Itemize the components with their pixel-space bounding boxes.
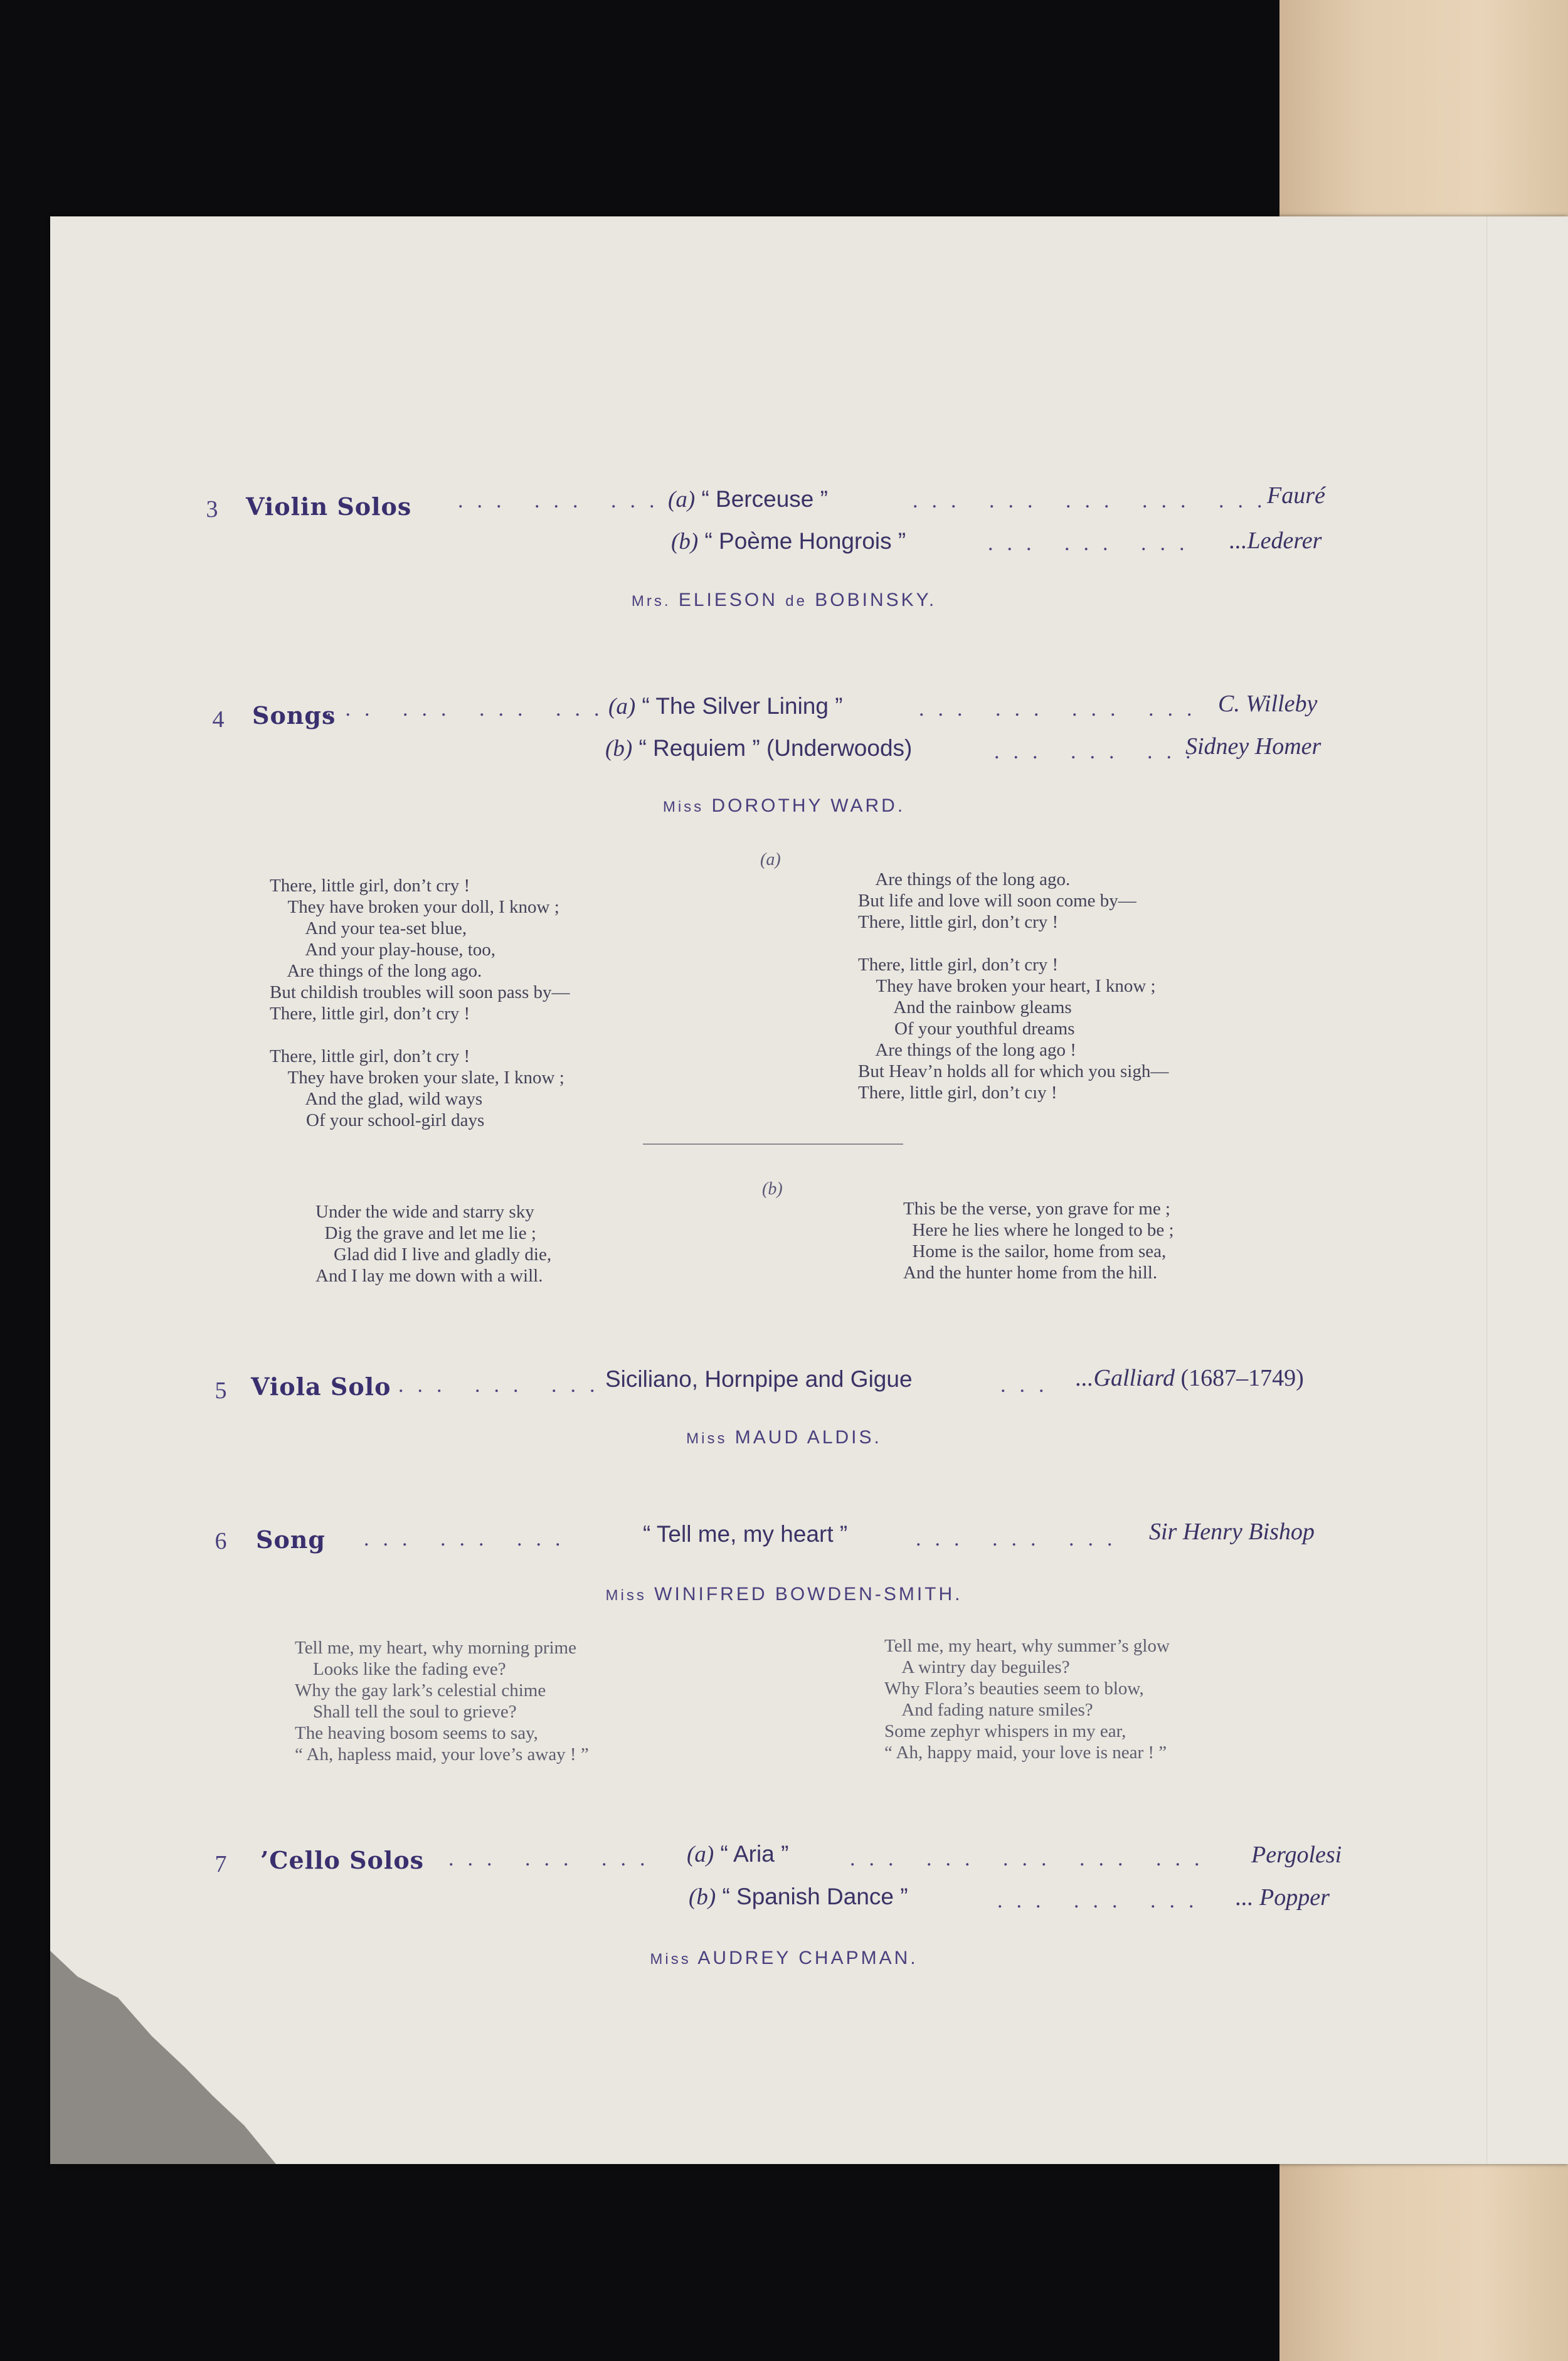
item-title: Song bbox=[256, 1525, 326, 1554]
composer: Fauré bbox=[1267, 482, 1325, 509]
composer: Sidney Homer bbox=[1185, 733, 1322, 760]
item-title: Viola Solo bbox=[251, 1372, 391, 1401]
lyrics-verse-left: Tell me, my heart, why morning prime Looks like the fading eve? Why the gay lark’s celestial chime Shall tell the soul to grieve? The heaving bosom seems to say, “ Ah, hapless maid, your love’s away ! ” bbox=[295, 1638, 589, 1764]
piece-b: (b) “ Poème Hongrois ” bbox=[671, 528, 906, 554]
lyrics-verse-right: Tell me, my heart, why summer’s glow A wintry day beguiles? Why Flora’s beauties seem to blow, And fading nature smiles? Some zephyr whispers in my ear, “ Ah, happy maid, your love is near ! ” bbox=[884, 1636, 1170, 1763]
item-number: 5 bbox=[215, 1377, 227, 1404]
performer: Mrs. ELIESON de BOBINSKY. bbox=[631, 590, 937, 610]
leader-dots: ... ... ... ... bbox=[326, 698, 613, 721]
page-fold bbox=[1486, 216, 1488, 2164]
leader-dots: ... ... ... ... bbox=[919, 698, 1206, 721]
leader-dots: ... ... ... ... ... bbox=[850, 1847, 1214, 1870]
performer: Miss AUDREY CHAPMAN. bbox=[650, 1948, 918, 1968]
piece-b: (b) “ Requiem ” (Underwoods) bbox=[605, 735, 913, 761]
leader-dots: ... ... ... bbox=[448, 1847, 659, 1870]
leader-dots: ... ... ... bbox=[994, 740, 1205, 763]
section-divider bbox=[643, 1143, 903, 1145]
composer: ... Popper bbox=[1236, 1884, 1330, 1911]
composer: ...Lederer bbox=[1229, 528, 1322, 554]
lyrics-verse-left: There, little girl, don’t cry ! They have broken your doll, I know ; And your tea-set blue, And your play-house, too, Are things of the long ago. But childish troubles will soon pass by— There, little girl, don’t cry ! There, little girl, don’t cry ! They have broken your slate, I know ; And the glad, wild ways Of your school-girl days bbox=[270, 876, 570, 1130]
item-number: 7 bbox=[215, 1851, 227, 1877]
item-number: 6 bbox=[215, 1528, 227, 1554]
piece: Siciliano, Hornpipe and Gigue bbox=[605, 1366, 913, 1392]
leader-dots: ... ... ... bbox=[364, 1527, 575, 1551]
leader-dots: ... ... ... bbox=[988, 532, 1199, 555]
item-title: Songs bbox=[252, 701, 336, 730]
piece-a: (a) “ Aria ” bbox=[687, 1841, 789, 1867]
piece-a: (a) “ Berceuse ” bbox=[668, 486, 828, 512]
leader-dots: ... ... ... bbox=[458, 489, 669, 512]
composer: Sir Henry Bishop bbox=[1149, 1519, 1315, 1545]
piece-a: (a) “ The Silver Lining ” bbox=[608, 693, 843, 719]
item-title: Violin Solos bbox=[246, 492, 412, 521]
item-title: ’Cello Solos bbox=[260, 1846, 425, 1874]
leader-dots: ... bbox=[1000, 1374, 1058, 1397]
lyrics-verse-right: Are things of the long ago. But life and love will soon come by— There, little girl, don’t cry ! There, little girl, don’t cry ! They have broken your heart, I know ; And the rainbow gleams Of your youthful dreams Are things of the long ago ! But Heav’n holds all for which you sigh— There, little girl, don’t cıy ! bbox=[858, 869, 1169, 1103]
composer: ...Galliard (1687–1749) bbox=[1076, 1365, 1304, 1391]
item-number: 4 bbox=[212, 706, 225, 733]
item-number: 3 bbox=[206, 496, 218, 523]
composer: Pergolesi bbox=[1251, 1842, 1342, 1868]
leader-dots: ... ... ... bbox=[916, 1527, 1126, 1551]
leader-dots: ... ... ... bbox=[997, 1889, 1208, 1913]
performer: Miss MAUD ALDIS. bbox=[686, 1427, 882, 1448]
lyrics-verse-right: This be the verse, yon grave for me ; Here he lies where he longed to be ; Home is the sailor, home from sea, And the hunter home from the hill. bbox=[903, 1199, 1174, 1283]
composer: C. Willeby bbox=[1218, 691, 1318, 717]
leader-dots: ... ... ... bbox=[398, 1374, 609, 1397]
leader-dots: ... ... ... ... ... bbox=[913, 489, 1276, 512]
lyrics-marker: (a) bbox=[760, 850, 781, 869]
piece-b: (b) “ Spanish Dance ” bbox=[689, 1884, 908, 1910]
lyrics-marker: (b) bbox=[762, 1179, 783, 1199]
performer: Miss DOROTHY WARD. bbox=[662, 795, 906, 816]
lyrics-verse-left: Under the wide and starry sky Dig the grave and let me lie ; Glad did I live and gladly die, And I lay me down with a will. bbox=[315, 1202, 552, 1286]
performer: Miss WINIFRED BOWDEN-SMITH. bbox=[605, 1584, 963, 1605]
piece: “ Tell me, my heart ” bbox=[643, 1521, 848, 1547]
